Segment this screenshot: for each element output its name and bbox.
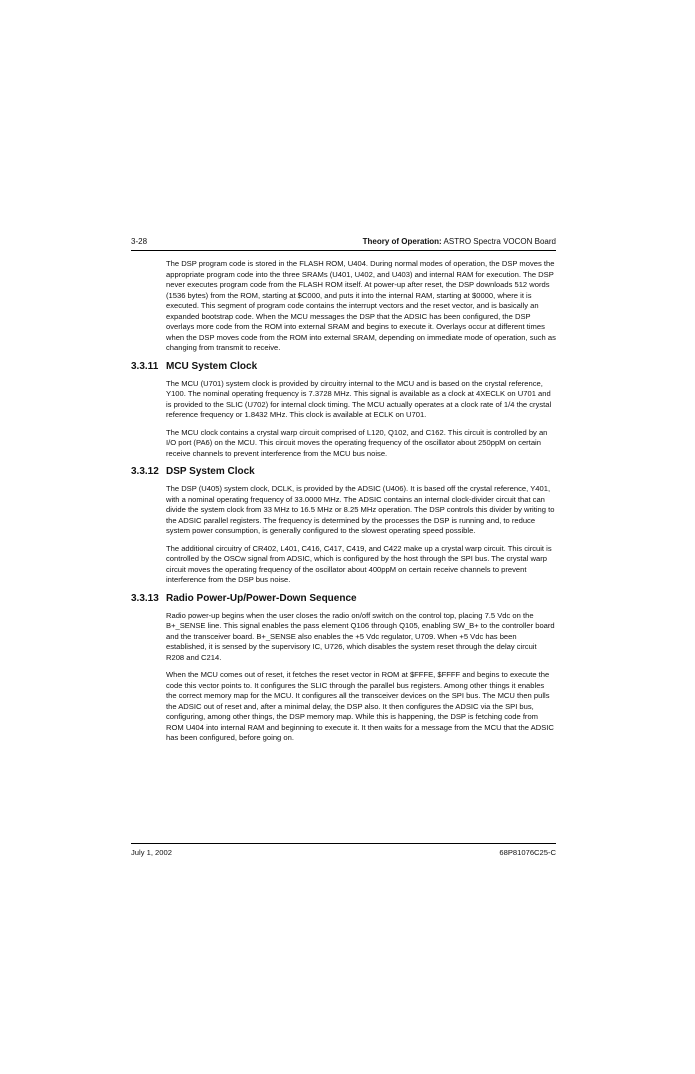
section-title: Radio Power-Up/Power-Down Sequence: [166, 592, 357, 604]
section-paragraph: Radio power-up begins when the user closes the radio on/off switch on the control top, placing 7.5 Vdc on the B+_SENSE line. This signal enables the pass element Q106 through Q105, enabling SW_B+ to the controller board and the transceiver board. B+_SENSE also enables the +5 Vdc regulator, U709. When +5 Vdc has been established, it is sensed by the supervisory IC, U726, which disables the system reset through the delay circuit R208 and C214.: [166, 610, 555, 662]
section-paragraph: The MCU (U701) system clock is provided by circuitry internal to the MCU and is based on the crystal reference, Y100. The nominal operating frequency is 7.3728 MHz. This signal is available as a clock at 4XECLK on U701 and is provided to the SLIC (U702) for internal clock timing. The MCU actually operates at a clock rate of 1/4 the crystal reference frequency or 1.8432 MHz. This clock is available at ECLK on U701.: [166, 378, 552, 419]
intro-paragraph: The DSP program code is stored in the FLASH ROM, U404. During normal modes of operation, the DSP moves the appropriate program code into the three SRAMs (U401, U402, and U403) and internal RAM for execution. The DSP never executes program code from the FLASH ROM itself. At power-up after reset, the DSP downloads 512 words (1536 bytes) from the ROM, starting at $C000, and puts it into the internal RAM, starting at $0000, where it is executed. This segment of program code contains the interrupt vectors and the reset vector, and is basically an expanded bootstrap code. When the MCU messages the DSP that the ADSIC has been configured, the DSP overlays more code from the ROM into external SRAM and begins to execute it. Overlays occur at different times when the DSP moves code from the ROM into external SRAM, depending on immediate mode of operation, such as changing from transmit to receive.: [166, 259, 556, 352]
section-paragraph: The DSP (U405) system clock, DCLK, is provided by the ADSIC (U406). It is based off the crystal reference, Y401, with a nominal operating frequency of 33.0000 MHz. The ADSIC contains an internal clock-divider circuit that can divide the system clock from 33 MHz to 16.5 MHz or 8.25 MHz operation. The DSP controls this divider by writing to the ADSIC parallel registers. The frequency is determined by the processes the DSP is running and, to reduce system power consumption, is generally configured to the slowest operating speed possible.: [166, 484, 555, 535]
page-content: [131, 259, 556, 744]
section-title: DSP System Clock: [166, 466, 255, 477]
running-title-rest: ASTRO Spectra VOCON Board: [441, 237, 556, 246]
footer-doc-number: 68P81076C25-C: [499, 848, 556, 857]
running-title: [363, 237, 556, 247]
page-number: 3-28: [131, 237, 148, 246]
section-paragraph: The MCU clock contains a crystal warp circuit comprised of L120, Q102, and C162. This circuit is controlled by an I/O port (PA6) on the MCU. This circuit moves the operating frequency of the oscillator about 250ppM on certain receive channels to prevent interference from the MCU bus noise.: [166, 427, 548, 458]
section-paragraph: When the MCU comes out of reset, it fetches the reset vector in ROM at $FFFE, $FFFF and begins to execute the code this vector points to. It configures the SLIC through the parallel bus registers. Among other things it enables the correct memory map for the MCU. It configures all the transceiver devices on the SPI bus. The MCU then pulls the ADSIC out of reset and, after a minimal delay, the DSP also. It then configures the ADSIC via the SPI bus, configuring, among other things, the DSP memory map. While this is happening, the DSP is fetching code from ROM U404 into internal RAM and beginning to execute it. It then waits for a message from the MCU that the ADSIC has been configured, before going on.: [166, 670, 554, 742]
header-rule: [131, 250, 556, 251]
section-paragraph: The additional circuitry of CR402, L401, C416, C417, C419, and C422 make up a crystal warp circuit. This circuit is controlled by the OSCw signal from ADSIC, which is configured by the host through the SPI bus. The crystal warp circuit moves the operating frequency of the oscillator about 400ppM on certain receive channels to prevent interference from the DSP bus noise.: [166, 543, 552, 584]
section-heading-dsp-clock: [131, 466, 556, 478]
section-number: 3.3.13: [131, 592, 159, 604]
footer-rule: [131, 843, 556, 844]
section-number: 3.3.11: [131, 360, 159, 372]
page-header: [131, 236, 556, 247]
page-footer: [131, 843, 556, 858]
footer-date: July 1, 2002: [131, 848, 172, 857]
section-number: 3.3.12: [131, 466, 159, 477]
section-title: MCU System Clock: [166, 360, 258, 372]
footer-row: [131, 848, 556, 858]
section-heading-power-sequence: [131, 593, 556, 605]
running-title-bold: Theory of Operation:: [362, 237, 442, 246]
section-heading-mcu-clock: [131, 361, 556, 373]
page-body: [131, 236, 556, 751]
